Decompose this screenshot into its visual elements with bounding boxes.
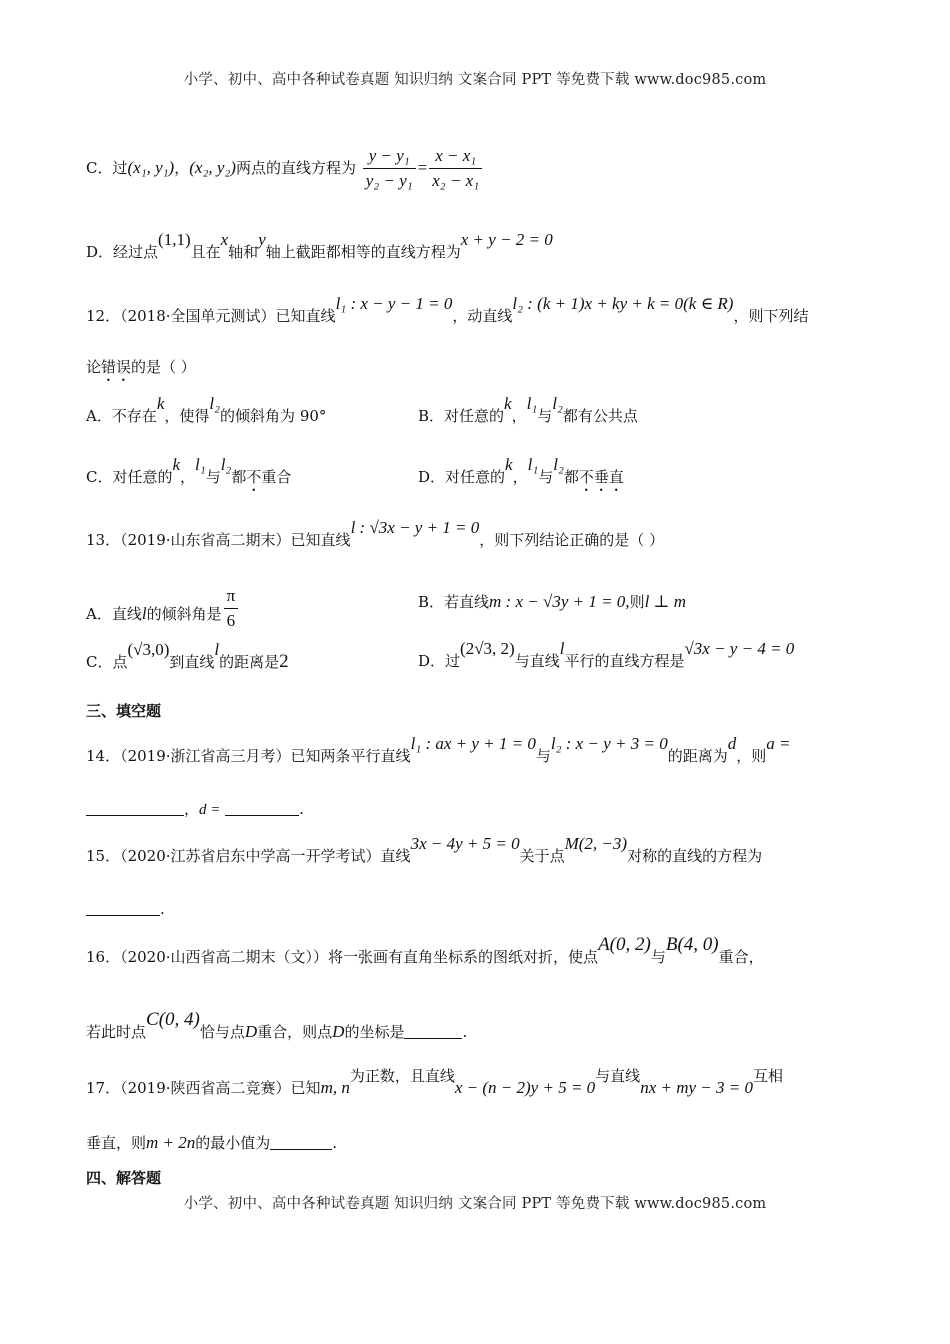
q11-option-c: C．过(x₁, y₁)，(x₂, y₂)两点的直线方程为 $\frac{\text{y − y₁}}{\text{y₂ − y₁}}$ = $\frac{\text{x − x₁}}{\text{x₂ − x₁}}$ bbox=[86, 146, 484, 192]
q17-stem: 17．（2019·陕西省高二竞赛）已知m, n为正数，且直线x − (n − 2)y + 5 = 0与直线nx + my − 3 = 0互相 bbox=[86, 1067, 783, 1097]
q14-answer-line: ，d = . bbox=[86, 800, 304, 819]
q12-option-c: C．对任意的k，l₁与l₂都不重合 bbox=[86, 455, 292, 486]
q13-option-a: A．直线l的倾斜角是 $\frac{\pi}{6}$ bbox=[86, 592, 240, 638]
q17-stem-line2: 垂直，则m + 2n的最小值为 . bbox=[86, 1133, 338, 1152]
answer-blank[interactable] bbox=[270, 1135, 332, 1150]
q15-stem: 15．（2020·江苏省启东中学高一开学考试）直线3x − 4y + 5 = 0关于点M(2, −3)对称的直线的方程为 bbox=[86, 834, 763, 865]
q12-stem-line2: 论错误的是（ ） bbox=[86, 358, 196, 376]
answer-blank[interactable] bbox=[86, 901, 160, 916]
section-fill-in-blanks-heading: 三、填空题 bbox=[86, 702, 162, 720]
fraction-lhs: $\frac{\text{y − y₁}}{\text{y₂ − y₁}}$ bbox=[363, 146, 416, 192]
q12-option-a: A．不存在k，使得l₂的倾斜角为 90° bbox=[86, 394, 327, 425]
answer-blank-d[interactable] bbox=[225, 801, 299, 816]
q13-option-b: B．若直线m : x − √3y + 1 = 0,则l ⊥ m bbox=[418, 592, 687, 611]
q12-option-b: B．对任意的k，l₁与l₂都有公共点 bbox=[418, 394, 638, 425]
q14-stem: 14．（2019·浙江省高三月考）已知两条平行直线l₁ : ax + y + 1 = 0与l₂ : x − y + 3 = 0的距离为d，则a = bbox=[86, 734, 791, 765]
section-answer-questions-heading: 四、解答题 bbox=[86, 1169, 162, 1187]
fraction-rhs: $\frac{\text{x − x₁}}{\text{x₂ − x₁}}$ bbox=[429, 146, 482, 192]
page-header: 小学、初中、高中各种试卷真题 知识归纳 文案合同 PPT 等免费下载 www.doc985.com bbox=[183, 72, 767, 88]
page-footer: 小学、初中、高中各种试卷真题 知识归纳 文案合同 PPT 等免费下载 www.doc985.com bbox=[183, 1196, 767, 1212]
q12-stem: 12．（2018·全国单元测试）已知直线l₁ : x − y − 1 = 0，动直线l₂ : (k + 1)x + ky + k = 0(k ∈ R)，则下列结 bbox=[86, 294, 809, 325]
answer-blank-a[interactable] bbox=[86, 801, 184, 816]
q15-answer-line: . bbox=[86, 900, 165, 918]
q16-stem-line2: 若此时点C(0, 4)恰与点D重合，则点D的坐标是 . bbox=[86, 1009, 468, 1041]
q11-option-d: D．经过点(1,1)且在x轴和y轴上截距都相等的直线方程为x + y − 2 = 0 bbox=[86, 230, 553, 261]
q16-stem: 16．（2020·山西省高二期末（文））将一张画有直角坐标系的图纸对折，使点A(0, 2)与B(4, 0)重合， bbox=[86, 934, 764, 966]
q13-stem: 13．（2019·山东省高二期末）已知直线l : √3x − y + 1 = 0，则下列结论正确的是（ ） bbox=[86, 518, 665, 549]
q13-option-d: D．过(2√3, 2)与直线l平行的直线方程是√3x − y − 4 = 0 bbox=[418, 639, 795, 670]
fraction-pi-over-6: $\frac{\pi}{6}$ bbox=[224, 586, 239, 632]
emphasis-wrong: 错误 bbox=[101, 358, 132, 376]
q13-option-c: C．点(√3,0)到直线l的距离是2 bbox=[86, 640, 289, 672]
q12-option-d: D．对任意的k，l₁与l₂都不垂直 bbox=[418, 455, 624, 486]
answer-blank[interactable] bbox=[404, 1024, 462, 1039]
